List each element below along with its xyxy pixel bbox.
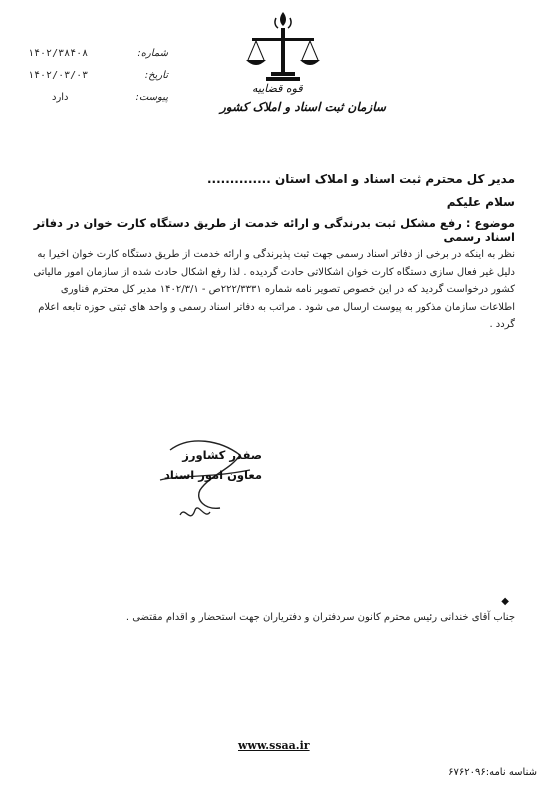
website-link[interactable]: www.ssaa.ir (238, 739, 310, 752)
carbon-copy-line: جناب آقای خندانی رئیس محترم کانون سردفتران و دفتریاران جهت استحضار و اقدام مقتضی . (125, 612, 515, 623)
subject-line: موضوع : رفع مشکل ثبت بدرندگی و ارائه خدمت از طریق دستگاه کارت خوان در دفاتر اسناد رسمی (33, 216, 515, 244)
number-value: ۱۴۰۲/۳۸۴۰۸ (28, 48, 89, 59)
signer-title: معاون امور اسناد (164, 468, 262, 482)
attachment-value: دارد (52, 92, 69, 103)
letter-body: نظر به اینکه در برخی از دفاتر اسناد رسمی جهت ثبت پذیرندگی و ارائه خدمت از طریق دستگاه کارت خوان اخیرا به دلیل غیر فعال سازی دستگاه کارت خوان اشکالاتی حادث گردیده . لذا رفع اشکال حادث شده از سازمان امور مالیاتی کشور درخواست گردید که در این خصوص تصویر نامه شماره ۲۲۲/۳۳۳۱ص - ۱۴۰۲/۳/۱ مدیر کل محترم فناوری اطلاعات سازمان مذکور به پیوست ارسال می شود . مراتب به دفاتر اسناد رسمی و واحد های ثبتی حوزه تابعه اعلام گردد . (33, 249, 515, 330)
justice-emblem-logo (238, 8, 328, 86)
signer-name: صفدر کشاورز (182, 448, 262, 462)
letter-tracking-id: شناسه نامه:۶۷۶۲۰۹۶ (448, 767, 537, 778)
meta-attachment-row (28, 92, 168, 114)
letter-meta (28, 48, 168, 114)
signature-block (150, 430, 270, 540)
recipient-line: مدیر کل محترم ثبت اسناد و املاک استان .............. (206, 172, 515, 186)
date-label: تاریخ: (144, 70, 168, 81)
attachment-label: پیوست: (135, 92, 168, 103)
meta-date-row (28, 70, 168, 92)
number-label: شماره: (137, 48, 168, 59)
handwritten-signature (150, 430, 270, 540)
greeting-line: سلام علیکم (446, 195, 515, 209)
cc-diamond-icon: ◆ (501, 596, 509, 607)
organization-name: سازمان ثبت اسناد و املاک کشور (220, 100, 386, 114)
meta-number-row (28, 48, 168, 70)
judiciary-title: قوه قضاییه (252, 82, 303, 95)
date-value: ۱۴۰۲/۰۳/۰۳ (28, 70, 89, 81)
